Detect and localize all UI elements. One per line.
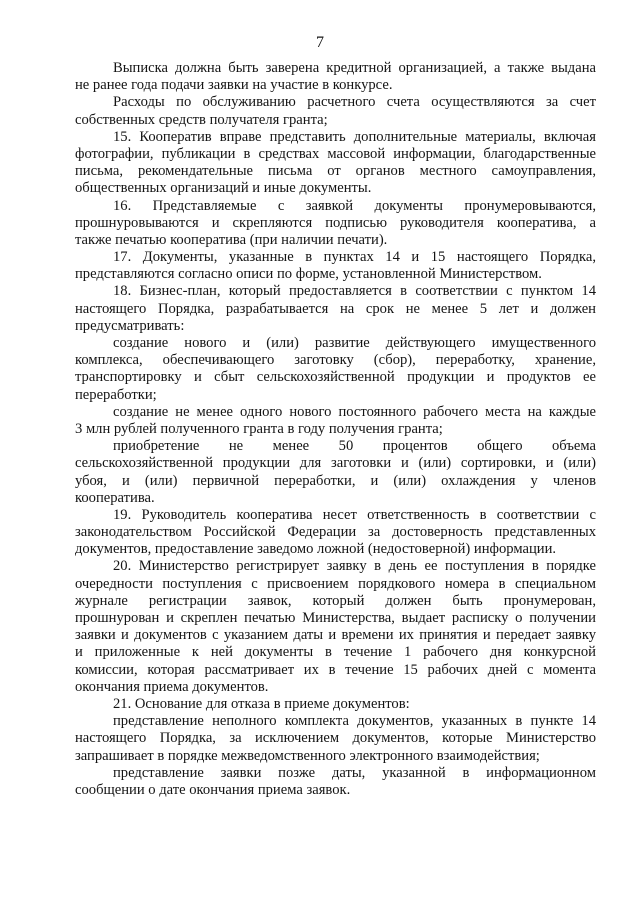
text-line: 3 млн рублей полученного гранта в году получения гранта; — [75, 420, 443, 437]
text-line: создание нового и (или) развитие действующего имущественного — [113, 335, 596, 351]
text-line: представление неполного комплекта документов, указанных в пункте 14 — [113, 713, 596, 730]
text-line: фотографии, публикации в средствах массовой информации, благодарственные — [75, 145, 596, 162]
text-line: 21. Основание для отказа в приеме документов: — [113, 695, 410, 712]
text-line: запрашивает в порядке межведомственного электронного взаимодействия; — [75, 747, 540, 764]
text-line: прошнурован и скреплен печатью Министерства, выдает расписку о получении — [75, 610, 596, 626]
text-line: предусматривать: — [75, 317, 185, 334]
text-line: переработки; — [75, 386, 157, 403]
text-line: 20. Министерство регистрирует заявку в день ее поступления в порядке — [113, 558, 596, 575]
text-line: 18. Бизнес-план, который предоставляется в соответствии с пунктом 14 — [113, 283, 596, 300]
text-line: окончания приема документов. — [75, 678, 269, 695]
text-line: также печатью кооператива (при наличии печати). — [75, 231, 388, 248]
text-line: 17. Документы, указанные в пунктах 14 и 15 настоящего Порядка, — [113, 249, 596, 266]
text-line: настоящего Порядка, разрабатывается на срок не менее 5 лет и должен — [75, 300, 596, 317]
text-line: очередности поступления с присвоением порядкового номера в специальном — [75, 575, 596, 592]
text-line: собственных средств получателя гранта; — [75, 111, 328, 128]
text-line: представляются согласно описи по форме, установленной Министерством. — [75, 266, 542, 283]
text-line: Расходы по обслуживанию расчетного счета осуществляются за счет — [113, 94, 596, 111]
text-line: письма, рекомендательные письма от органов местного самоуправления, — [75, 163, 596, 180]
text-line: общественных организаций и иные документы. — [75, 180, 372, 197]
text-line: комплекса, обеспечивающего заготовку (сбор), переработку, хранение, — [75, 352, 596, 369]
body-text — [75, 60, 596, 799]
text-line: создание не менее одного нового постоянного рабочего места на каждые — [113, 403, 596, 420]
text-line: убоя, и (или) первичной переработки, и (или) охлаждения у членов — [75, 472, 596, 489]
text-line: прошнуровываются и скрепляются подписью руководителя кооператива, а — [75, 214, 596, 231]
text-line: 15. Кооператив вправе представить дополнительные материалы, включая — [113, 128, 596, 145]
text-line: приобретение не менее 50 процентов общего объема — [113, 438, 596, 455]
text-line: 16. Представляемые с заявкой документы пронумеровываются, — [113, 197, 596, 214]
text-line: 19. Руководитель кооператива несет ответственность в соответствии с — [113, 506, 596, 523]
text-line: журнале регистрации заявок, который должен быть пронумерован, — [75, 592, 596, 609]
text-line: транспортировку и сбыт сельскохозяйственной продукции и продуктов ее — [75, 369, 596, 386]
text-line: законодательством Российской Федерации за достоверность представленных — [75, 524, 596, 541]
text-line: документов, предоставление заведомо ложной (недостоверной) информации. — [75, 541, 557, 558]
text-line: сельскохозяйственной продукции для заготовки и (или) сортировки, и (или) — [75, 455, 596, 472]
text-line: заявки и документов с указанием даты и времени их принятия и передает заявку — [75, 627, 596, 644]
page-number: 7 — [316, 34, 324, 51]
text-line: представление заявки позже даты, указанной в информационном — [113, 764, 596, 781]
text-line: и приложенные к ней документы в течение 1 рабочего дня конкурсной — [75, 644, 596, 661]
text-line: Выписка должна быть заверена кредитной организацией, а также выдана — [113, 60, 596, 76]
text-line: не ранее года подачи заявки на участие в конкурсе. — [75, 77, 393, 94]
text-line: настоящего Порядка, за исключением документов, которые Министерство — [75, 730, 596, 747]
text-line: сообщении о дате окончания приема заявок. — [75, 781, 351, 798]
text-line: комиссии, которая рассматривает их в течение 15 рабочих дней с момента — [75, 661, 596, 678]
text-line: кооператива. — [75, 489, 155, 506]
